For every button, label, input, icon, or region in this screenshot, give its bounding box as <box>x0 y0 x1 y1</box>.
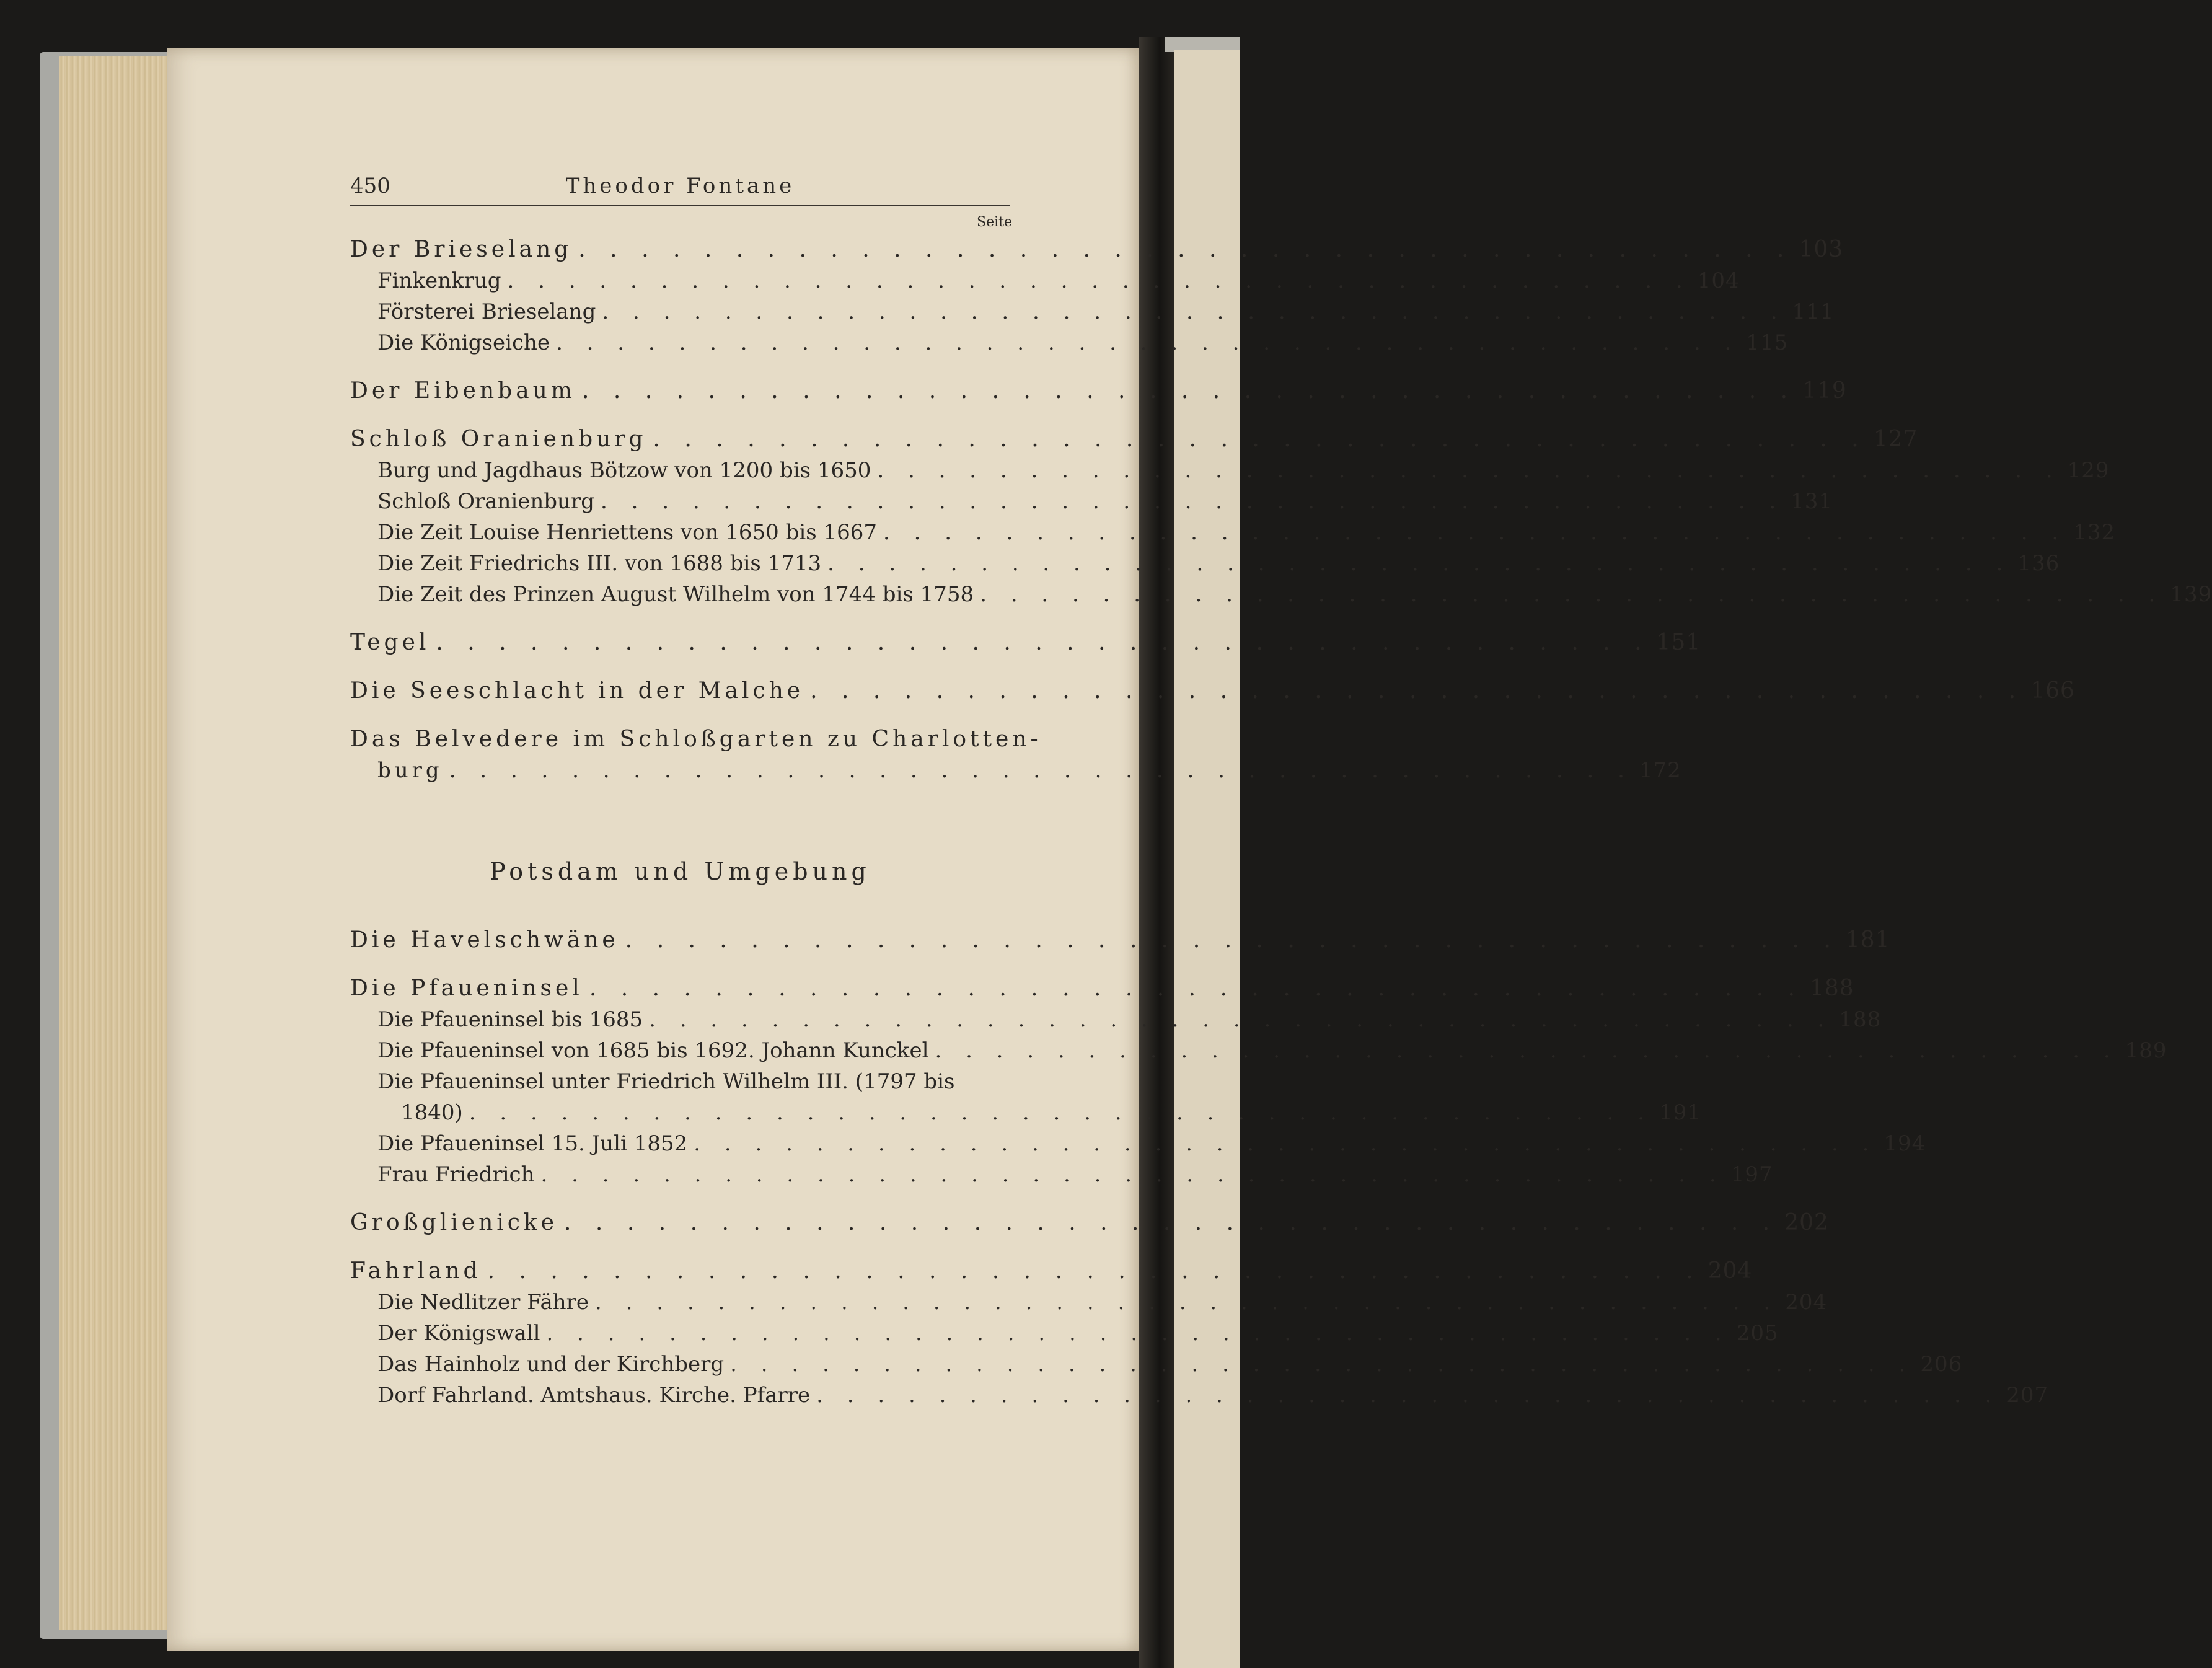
toc-page: 204 <box>1785 1290 1828 1315</box>
toc-page: 115 <box>1746 330 1789 355</box>
leader-dots: . . . . . . . . . . . . . . . . . . . . . . . . . . . . . . . . . . . . . . . <box>507 268 1691 293</box>
leader-dots: . . . . . . . . . . . . . . . . . . . . . . . . . . . . . . . . . . . . . . . <box>980 582 2164 607</box>
toc-page: 166 <box>2030 678 2075 704</box>
toc-entry: Fahrland . . . . . . . . . . . . . . . . . . . . . . . . . . . . . . . . . . . . . . . 204 <box>350 1256 1010 1287</box>
leader-dots: . . . . . . . . . . . . . . . . . . . . . . . . . . . . . . . . . . . . . . . <box>556 330 1740 355</box>
leader-dots: . . . . . . . . . . . . . . . . . . . . . . . . . . . . . . . . . . . . . . . <box>436 630 1650 655</box>
toc-page: 132 <box>2073 520 2116 545</box>
toc-entry: Das Belvedere im Schloßgarten zu Charlotten- <box>350 726 1042 752</box>
toc-subentry: Die Zeit Louise Henriettens von 1650 bis 1667 . . . . . . . . . . . . . . . . . . . . . . . . . . . . . . . . . . . . . . . 132 <box>350 517 1010 548</box>
leader-dots: . . . . . . . . . . . . . . . . . . . . . . . . . . . . . . . . . . . . . . . <box>877 458 2061 483</box>
toc-page: 131 <box>1791 489 1833 514</box>
page-block-edge <box>59 56 177 1630</box>
toc-entry: Großglienicke . . . . . . . . . . . . . . . . . . . . . . . . . . . . . . . . . . . . . . . 202 <box>350 1207 1010 1238</box>
leader-dots: . . . . . . . . . . . . . . . . . . . . . . . . . . . . . . . . . . . . . . . <box>540 1162 1725 1187</box>
toc-subentry: Die Pfaueninsel unter Friedrich Wilhelm III. (1797 bis <box>377 1069 955 1094</box>
toc-page: 191 <box>1659 1100 1701 1125</box>
leader-dots: . . . . . . . . . . . . . . . . . . . . . . . . . . . . . . . . . . . . . . . <box>653 426 1867 452</box>
toc-page: 139 <box>2170 582 2212 607</box>
toc-entry: Tegel . . . . . . . . . . . . . . . . . . . . . . . . . . . . . . . . . . . . . . . 151 <box>350 627 1010 658</box>
toc-subentry: Der Königswall . . . . . . . . . . . . . . . . . . . . . . . . . . . . . . . . . . . . . . . 205 <box>350 1318 1010 1349</box>
toc-subentry: Die Pfaueninsel von 1685 bis 1692. Johann Kunckel . . . . . . . . . . . . . . . . . . . . . . . . . . . . . . . . . . . . . . . 189 <box>350 1035 1010 1066</box>
leader-dots: . . . . . . . . . . . . . . . . . . . . . . . . . . . . . . . . . . . . . . . <box>581 378 1797 404</box>
table-of-contents <box>350 234 2212 1411</box>
page-number: 450 <box>350 174 390 198</box>
toc-entry: Der Eibenbaum . . . . . . . . . . . . . . . . . . . . . . . . . . . . . . . . . . . . . . . 119 <box>350 376 1010 407</box>
toc-page: 181 <box>1845 927 1890 953</box>
toc-page: 129 <box>2067 458 2110 483</box>
leader-dots: . . . . . . . . . . . . . . . . . . . . . . . . . . . . . . . . . . . . . . . <box>935 1038 2119 1063</box>
leader-dots: . . . . . . . . . . . . . . . . . . . . . . . . . . . . . . . . . . . . . . . <box>602 299 1786 324</box>
toc-entry: Die Havelschwäne . . . . . . . . . . . . . . . . . . . . . . . . . . . . . . . . . . . . . . . 181 <box>350 925 1010 956</box>
toc-subentry: Dorf Fahrland. Amtshaus. Kirche. Pfarre . . . . . . . . . . . . . . . . . . . . . . . . . . . . . . . . . . . . . . . 207 <box>350 1380 1010 1411</box>
toc-subentry: Die Königseiche . . . . . . . . . . . . . . . . . . . . . . . . . . . . . . . . . . . . . . . 115 <box>350 327 1010 358</box>
toc-page: 202 <box>1784 1210 1829 1235</box>
leader-dots: . . . . . . . . . . . . . . . . . . . . . . . . . . . . . . . . . . . . . . . <box>595 1290 1779 1315</box>
toc-subentry-continuation: 1840) . . . . . . . . . . . . . . . . . . . . . . . . . . . . . . . . . . . . . . . 191 <box>350 1097 1010 1128</box>
toc-entry: Die Seeschlacht in der Malche . . . . . . . . . . . . . . . . . . . . . . . . . . . . . . . . . . . . . . . 166 <box>350 676 1010 707</box>
page-header <box>350 174 1010 206</box>
toc-subentry: Finkenkrug . . . . . . . . . . . . . . . . . . . . . . . . . . . . . . . . . . . . . . . 104 <box>350 265 1010 296</box>
toc-entry-continuation: burg . . . . . . . . . . . . . . . . . . . . . . . . . . . . . . . . . . . . . . . 172 <box>350 755 1010 786</box>
toc-subentry: Försterei Brieselang . . . . . . . . . . . . . . . . . . . . . . . . . . . . . . . . . . . . . . . 111 <box>350 296 1010 327</box>
toc-subentry: Frau Friedrich . . . . . . . . . . . . . . . . . . . . . . . . . . . . . . . . . . . . . . . 197 <box>350 1159 1010 1190</box>
toc-subentry: Die Pfaueninsel bis 1685 . . . . . . . . . . . . . . . . . . . . . . . . . . . . . . . . . . . . . . . 188 <box>350 1004 1010 1035</box>
toc-page: 206 <box>1920 1352 1963 1377</box>
leader-dots: . . . . . . . . . . . . . . . . . . . . . . . . . . . . . . . . . . . . . . . <box>883 520 2068 545</box>
page-column-label: Seite <box>977 214 1012 230</box>
leader-dots: . . . . . . . . . . . . . . . . . . . . . . . . . . . . . . . . . . . . . . . <box>625 927 1840 953</box>
leader-dots: . . . . . . . . . . . . . . . . . . . . . . . . . . . . . . . . . . . . . . . <box>827 551 2012 576</box>
leader-dots: . . . . . . . . . . . . . . . . . . . . . . . . . . . . . . . . . . . . . . . <box>810 678 2025 704</box>
toc-page: 194 <box>1884 1131 1926 1156</box>
section-heading: Potsdam und Umgebung <box>490 858 871 885</box>
toc-subentry: Die Pfaueninsel 15. Juli 1852 . . . . . . . . . . . . . . . . . . . . . . . . . . . . . . . . . . . . . . . 194 <box>350 1128 1010 1159</box>
toc-page: 207 <box>2006 1383 2049 1408</box>
leader-dots: . . . . . . . . . . . . . . . . . . . . . . . . . . . . . . . . . . . . . . . <box>564 1210 1779 1235</box>
leader-dots: . . . . . . . . . . . . . . . . . . . . . . . . . . . . . . . . . . . . . . . <box>578 237 1793 262</box>
toc-entry: Der Brieselang . . . . . . . . . . . . . . . . . . . . . . . . . . . . . . . . . . . . . . . 103 <box>350 234 1010 265</box>
leader-dots: . . . . . . . . . . . . . . . . . . . . . . . . . . . . . . . . . . . . . . . <box>649 1007 1833 1032</box>
toc-subentry: Die Zeit des Prinzen August Wilhelm von 1744 bis 1758 . . . . . . . . . . . . . . . . . . . . . . . . . . . . . . . . . . . . . . . 139 <box>350 579 1010 610</box>
leader-dots: . . . . . . . . . . . . . . . . . . . . . . . . . . . . . . . . . . . . . . . <box>449 758 1633 783</box>
toc-page: 204 <box>1707 1258 1753 1284</box>
leader-dots: . . . . . . . . . . . . . . . . . . . . . . . . . . . . . . . . . . . . . . . <box>600 489 1785 514</box>
toc-page: 188 <box>1809 976 1854 1001</box>
leader-dots: . . . . . . . . . . . . . . . . . . . . . . . . . . . . . . . . . . . . . . . <box>694 1131 1878 1156</box>
toc-page: 127 <box>1873 426 1918 452</box>
toc-subentry: Schloß Oranienburg . . . . . . . . . . . . . . . . . . . . . . . . . . . . . . . . . . . . . . . 131 <box>350 486 1010 517</box>
toc-page: 136 <box>2017 551 2060 576</box>
toc-page: 189 <box>2125 1038 2167 1063</box>
toc-entry: Die Pfaueninsel . . . . . . . . . . . . . . . . . . . . . . . . . . . . . . . . . . . . . . . 188 <box>350 973 1010 1004</box>
leader-dots: . . . . . . . . . . . . . . . . . . . . . . . . . . . . . . . . . . . . . . . <box>730 1352 1915 1377</box>
leader-dots: . . . . . . . . . . . . . . . . . . . . . . . . . . . . . . . . . . . . . . . <box>469 1100 1653 1125</box>
toc-page: 172 <box>1639 758 1681 783</box>
toc-subentry: Die Nedlitzer Fähre . . . . . . . . . . . . . . . . . . . . . . . . . . . . . . . . . . . . . . . 204 <box>350 1287 1010 1318</box>
toc-page: 197 <box>1730 1162 1773 1187</box>
toc-subentry: Die Zeit Friedrichs III. von 1688 bis 1713 . . . . . . . . . . . . . . . . . . . . . . . . . . . . . . . . . . . . . . . 136 <box>350 548 1010 579</box>
toc-page: 205 <box>1736 1321 1779 1346</box>
toc-page: 103 <box>1799 237 1844 262</box>
toc-page: 104 <box>1697 268 1740 293</box>
toc-entry: Schloß Oranienburg . . . . . . . . . . . . . . . . . . . . . . . . . . . . . . . . . . . . . . . 127 <box>350 424 1010 455</box>
toc-page: 188 <box>1839 1007 1882 1032</box>
toc-page: 151 <box>1656 630 1701 655</box>
toc-page: 111 <box>1792 299 1835 324</box>
running-title: Theodor Fontane <box>565 174 795 198</box>
leader-dots: . . . . . . . . . . . . . . . . . . . . . . . . . . . . . . . . . . . . . . . <box>589 976 1804 1001</box>
leader-dots: . . . . . . . . . . . . . . . . . . . . . . . . . . . . . . . . . . . . . . . <box>546 1321 1730 1346</box>
toc-subentry: Burg und Jagdhaus Bötzow von 1200 bis 1650 . . . . . . . . . . . . . . . . . . . . . . . . . . . . . . . . . . . . . . . 129 <box>350 455 1010 486</box>
leader-dots: . . . . . . . . . . . . . . . . . . . . . . . . . . . . . . . . . . . . . . . <box>487 1258 1702 1284</box>
leader-dots: . . . . . . . . . . . . . . . . . . . . . . . . . . . . . . . . . . . . . . . <box>816 1383 2001 1408</box>
toc-page: 119 <box>1802 378 1847 404</box>
toc-subentry: Das Hainholz und der Kirchberg . . . . . . . . . . . . . . . . . . . . . . . . . . . . . . . . . . . . . . . 206 <box>350 1349 1010 1380</box>
